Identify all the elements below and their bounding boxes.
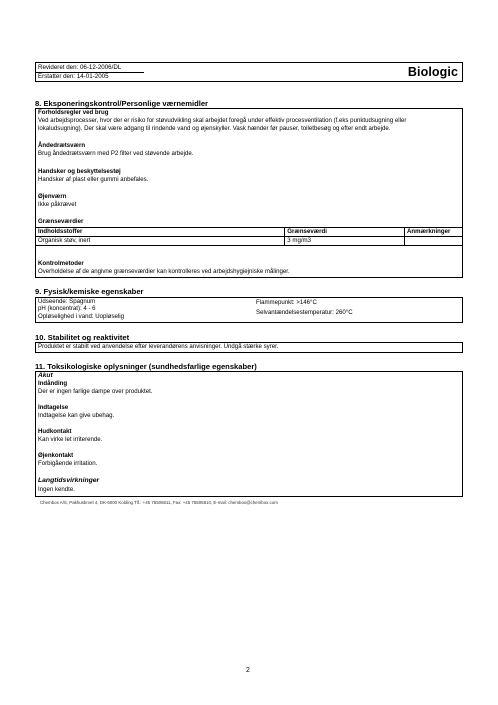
respiratory-text: Brug åndedrætsværn med P2 filter ved støvende arbejde. [38, 150, 194, 157]
skin-contact-heading: Hudkontakt [38, 428, 72, 435]
flashpoint-text: Flammepunkt: >146°C [256, 299, 317, 306]
respiratory-heading: Åndedrætsværn [38, 142, 86, 149]
ingestion-heading: Indtagelse [38, 404, 69, 411]
stability-text: Produktet er stabilt ved anvendelse efter leverandørens anvisninger. Undgå stærke syrer. [38, 343, 279, 350]
long-term-heading: Langtidsvirkninger [38, 477, 100, 484]
control-methods-heading: Kontrolmetoder [38, 260, 84, 267]
document-header [35, 62, 463, 82]
precautions-heading: Forholdsregler ved brug [38, 109, 109, 116]
gloves-text: Handsker af plast eller gummi anbefales. [38, 176, 149, 183]
autoignition-text: Selvantændelsestemperatur: 260°C [256, 309, 353, 316]
acute-heading: Akut [38, 371, 53, 379]
precautions-line-2: lokaludsugning). Der skal være adgang til rindende vand og øjenskyller. Vask hænder før pauser, toiletbesøg og efter endt arbejde. [38, 124, 391, 132]
eye-contact-text: Forbigående irritation. [38, 460, 98, 467]
appearance-text: Udseende: Spagnum [38, 297, 96, 305]
precautions-line-1: Ved arbejdsprocesser, hvor der er risiko for støvudvikling skal arbejdet foregå under effektiv procesventilation (f.eks punktudsugning eller [38, 116, 407, 124]
skin-contact-text: Kan virke let irriterende. [38, 436, 103, 443]
column-header: Indholdsstoffer [36, 228, 285, 237]
ingestion-text: Indtagelse kan give ubehag. [38, 412, 115, 419]
page-number: 2 [246, 667, 250, 674]
exposure-limits-table [35, 227, 463, 246]
inhalation-heading: Indånding [38, 380, 68, 387]
eye-contact-heading: Øjenkontakt [38, 452, 74, 459]
eye-protection-heading: Øjenværn [38, 193, 67, 200]
section-9-title: 9. Fysisk/kemiske egenskaber [35, 287, 144, 296]
column-header: Grænseværdi [285, 228, 405, 237]
limits-heading: Grænseværdier [38, 218, 84, 225]
eye-protection-text: Ikke påkrævet [38, 201, 77, 208]
gloves-heading: Handsker og beskyttelsestøj [38, 168, 121, 175]
column-header: Anmærkninger [405, 228, 463, 237]
section-10-title: 10. Stabilitet og reaktivitet [35, 333, 130, 342]
table-cell: Organisk støv, inert [36, 237, 285, 246]
section-11-title: 11. Toksikologiske oplysninger (sundhedsfarlige egenskaber) [35, 362, 257, 371]
revised-date: Revideret den: 06-12-2006/DL [38, 64, 122, 71]
control-methods-text: Overholdelse af de angivne grænseværdier kan kontrolleres ved arbejdshygiejniske målinger. [38, 268, 290, 275]
table-header-row [36, 228, 463, 237]
company-footer: Chembox A/S, Pakhusbrvet 4, DK-6000 Kolding Tlf.: +45 75506811, Fax: +45 75506810, E-mail: chembox@chembox.com [40, 500, 278, 505]
solubility-text: Opløselighed i vand: Uopløselig [38, 312, 125, 320]
ph-text: pH (koncentrat): 4 - 6 [38, 305, 96, 312]
long-term-text: Ingen kendte. [38, 486, 75, 493]
brand-name: Biologic [407, 65, 458, 79]
table-cell [405, 237, 463, 246]
table-cell: 3 mg/m3 [285, 237, 405, 246]
inhalation-text: Der er ingen farlige dampe over produktet. [38, 388, 153, 395]
replaces-date: Erstatter den: 14-01-2005 [38, 73, 109, 80]
section-8-title: 8. Eksponeringskontrol/Personlige værnemidler [35, 99, 209, 108]
table-row [36, 237, 463, 246]
section-8-box [35, 108, 463, 278]
